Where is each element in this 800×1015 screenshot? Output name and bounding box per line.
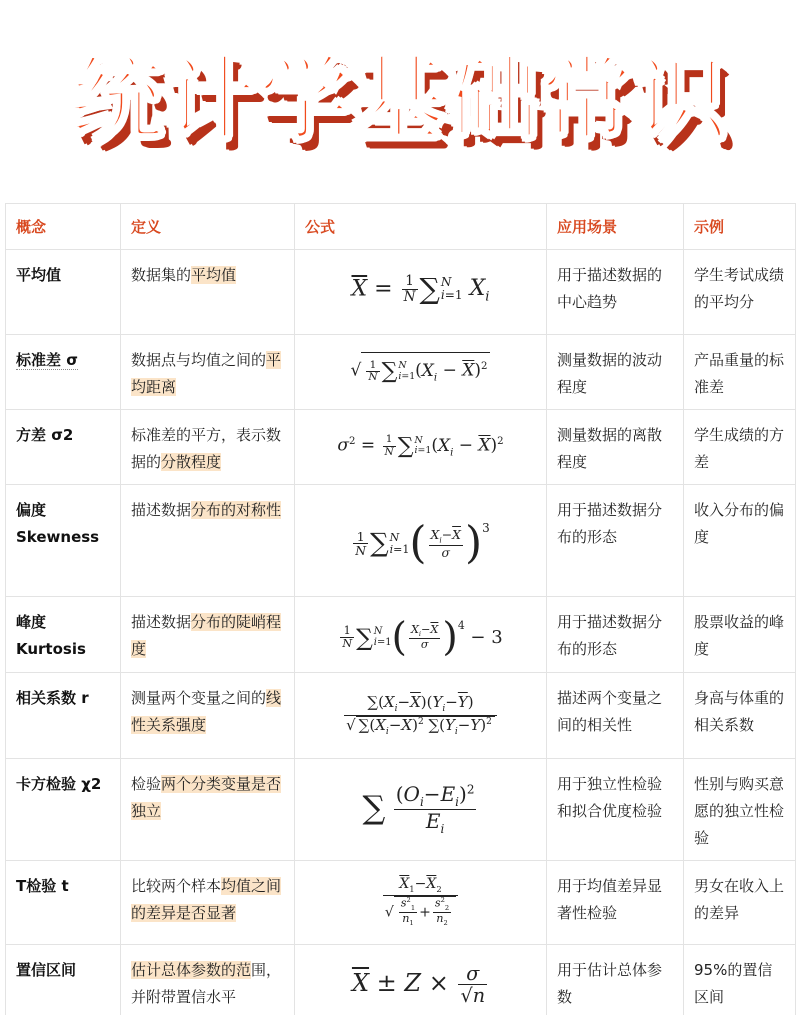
table-row: [6, 597, 796, 673]
table-row: [6, 485, 796, 597]
concept-name: T检验 t: [6, 861, 121, 945]
scene: 用于描述数据的中心趋势: [547, 250, 684, 335]
formula-kurtosis: $\frac{1}{N}$ ∑ N i=1 ( $\frac{X_i-\overline{X}}{\sigma}$ )$^4$ − 3: [295, 597, 547, 673]
table-row: [6, 945, 796, 1015]
scene: 用于估计总体参数: [547, 945, 684, 1015]
scene: 用于描述数据分布的形态: [547, 485, 684, 597]
concept-name: 峰度 Kurtosis: [6, 597, 121, 673]
example: 收入分布的偏度: [684, 485, 796, 597]
formula-std: √ $\frac{1}{N}$ ∑ N i=1 $(X_i - \overline{X})^2$: [295, 335, 547, 410]
table-row: [6, 673, 796, 759]
formula-correlation: $\frac{\sum(X_i-\overline{X})(Y_i-\overline{Y})}{√ \sum(X_i-\overline{X})^2 \sum(Y_i-\overline{Y})^2}$: [295, 673, 547, 759]
concept-name: 偏度 Skewness: [6, 485, 121, 597]
definition: 估计总体参数的范围，并附带置信水平: [121, 945, 295, 1015]
header-definition: 定义: [121, 204, 295, 250]
formula-chi-square: ∑ $\frac{(O_i-E_i)^2}{E_i}$: [295, 759, 547, 861]
header-scene: 应用场景: [547, 204, 684, 250]
table-row: [6, 335, 796, 410]
concept-name: 相关系数 r: [6, 673, 121, 759]
formula-confidence-interval: $\overline{X} \pm Z$ × $\frac{\sigma}{√n}$: [295, 945, 547, 1015]
example: 95%的置信区间: [684, 945, 796, 1015]
formula-skewness: $\frac{1}{N}$ ∑ N i=1 ( $\frac{X_i-\overline{X}}{\sigma}$ )$^3$: [295, 485, 547, 597]
formula-variance: $\sigma^2$ = $\frac{1}{N}$ ∑ N i=1 $(X_i - \overline{X})^2$: [295, 410, 547, 485]
table-row: [6, 250, 796, 335]
page-title: 统计学基础常识: [70, 46, 729, 153]
formula-mean: $\overline{X}$ = $\frac{1}{N}$ ∑ N i=1 $X_i$: [295, 250, 547, 335]
example: 身高与体重的相关系数: [684, 673, 796, 759]
header-row: [6, 204, 796, 250]
formula-t-test: $\overline{X}_1-\overline{X}_2$ √ $\frac{s^2_1}{n_1}$ + $\frac{s^2_2}{n_2}$: [295, 861, 547, 945]
concept-name: 平均值: [6, 250, 121, 335]
scene: 测量数据的离散程度: [547, 410, 684, 485]
example: 学生成绩的方差: [684, 410, 796, 485]
concept-name: 方差 σ2: [6, 410, 121, 485]
example: 性别与购买意愿的独立性检验: [684, 759, 796, 861]
concept-name: 卡方检验 χ2: [6, 759, 121, 861]
definition: 数据集的平均值: [121, 250, 295, 335]
concept-name: 置信区间: [6, 945, 121, 1015]
table-row: [6, 410, 796, 485]
example: 男女在收入上的差异: [684, 861, 796, 945]
stats-table: [5, 203, 796, 1015]
header-concept: 概念: [6, 204, 121, 250]
definition: 检验两个分类变量是否独立: [121, 759, 295, 861]
example: 学生考试成绩的平均分: [684, 250, 796, 335]
scene: 描述两个变量之间的相关性: [547, 673, 684, 759]
definition: 测量两个变量之间的线性关系强度: [121, 673, 295, 759]
table-row: [6, 861, 796, 945]
definition: 比较两个样本均值之间的差异是否显著: [121, 861, 295, 945]
scene: 用于均值差异显著性检验: [547, 861, 684, 945]
title-banner: [0, 40, 800, 180]
scene: 测量数据的波动程度: [547, 335, 684, 410]
definition: 数据点与均值之间的平均距离: [121, 335, 295, 410]
scene: 用于描述数据分布的形态: [547, 597, 684, 673]
scene: 用于独立性检验和拟合优度检验: [547, 759, 684, 861]
definition: 描述数据分布的对称性: [121, 485, 295, 597]
table-row: [6, 759, 796, 861]
example: 产品重量的标准差: [684, 335, 796, 410]
definition: 描述数据分布的陡峭程度: [121, 597, 295, 673]
concept-name: 标准差 σ: [6, 335, 121, 410]
header-example: 示例: [684, 204, 796, 250]
definition: 标准差的平方，表示数据的分散程度: [121, 410, 295, 485]
header-formula: 公式: [295, 204, 547, 250]
example: 股票收益的峰度: [684, 597, 796, 673]
